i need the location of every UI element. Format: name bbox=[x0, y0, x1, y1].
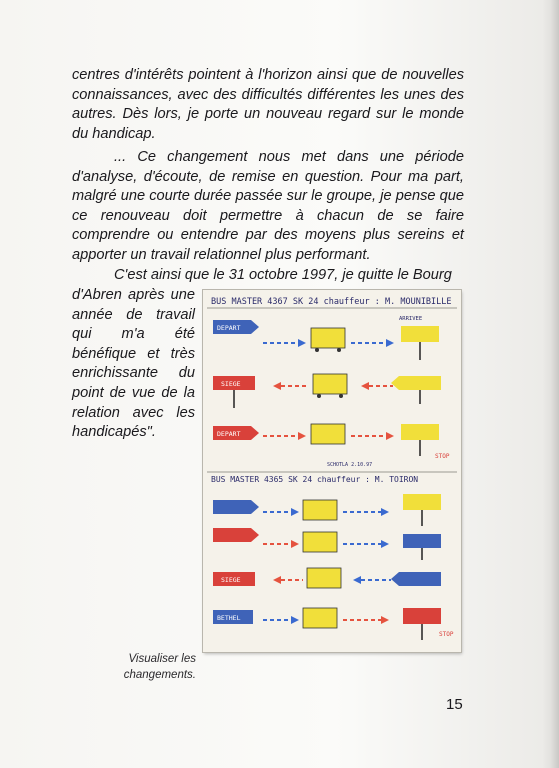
page-number: 15 bbox=[446, 696, 463, 713]
board-header-2: BUS MASTER 4365 SK 24 chauffeur : M. TOIRON bbox=[211, 475, 419, 484]
stop-label-2: STOP bbox=[439, 631, 454, 638]
figure-caption: Visualiser les changements. bbox=[123, 653, 196, 681]
arrivee-label-1: ARRIVEE bbox=[399, 316, 423, 322]
bethel-label: BETHEL bbox=[217, 614, 241, 622]
board-date: SCHOTLA 2.10.97 bbox=[327, 462, 373, 468]
paragraph-2: ... Ce changement nous met dans une période d'analyse, d'écoute, de remise en question. Pour ma part, malgré une courte durée passée sur le groupe, je pense que ce renouveau doit permettre à chacun de se faire comprendre ou entendre par des moyens plus sereins et apporter un travail relationnel plus performant. bbox=[72, 149, 464, 263]
paragraph-1: centres d'intérêts pointent à l'horizon ainsi que de nouvelles connaissances, avec des difficultés différentes les unes des autres. Dès lors, je porte un nouveau regard sur le monde du handicap. bbox=[72, 67, 464, 142]
depart-label-2: DEPART bbox=[217, 430, 241, 438]
paragraph-3-wrapped: d'Abren après une année de travail qui m'a été bénéfique et très enrichissante du point de vue de la relation avec les handicapés". bbox=[72, 287, 195, 441]
schedule-board-photo bbox=[203, 290, 461, 652]
paragraph-3-lead: C'est ainsi que le 31 octobre 1997, je quitte le Bourg bbox=[114, 267, 452, 283]
siege-label-1: SIEGE bbox=[221, 380, 241, 388]
siege-label-2: SIEGE bbox=[221, 576, 241, 584]
depart-label-1: DEPART bbox=[217, 324, 241, 332]
page-edge bbox=[550, 0, 559, 768]
board-header-1: BUS MASTER 4367 SK 24 chauffeur : M. MOUNIBILLE bbox=[211, 297, 452, 307]
stop-label-1: STOP bbox=[435, 453, 450, 460]
schedule-board-drawing bbox=[203, 290, 461, 652]
